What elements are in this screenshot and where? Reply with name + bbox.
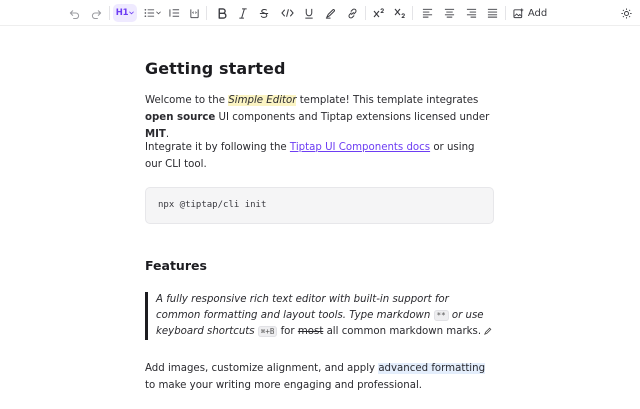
text: or use keyboard shortcuts <box>156 310 484 337</box>
heading-dropdown[interactable] <box>113 4 137 22</box>
align-justify-icon <box>487 8 498 18</box>
inline-code: ⌘+B <box>258 326 278 337</box>
add-image-button[interactable] <box>512 4 548 22</box>
sun-icon <box>621 8 632 19</box>
quote-text <box>156 292 494 340</box>
blockquote <box>145 292 494 340</box>
align-center-button[interactable] <box>441 4 457 22</box>
code-block-button[interactable] <box>186 4 202 22</box>
code-block: npx @tiptap/cli init <box>145 187 494 224</box>
add-image-label: Add <box>527 7 548 19</box>
italic-icon <box>238 8 248 19</box>
inline-code-button[interactable] <box>279 4 295 22</box>
toolbar-divider <box>412 6 413 20</box>
text: all common markdown marks. <box>323 326 485 337</box>
text: Welcome to the <box>145 95 229 106</box>
heading-level-label: H1 <box>115 8 129 18</box>
strikethrough-text: most <box>297 326 324 337</box>
text: or using our CLI tool. <box>145 142 475 170</box>
toolbar-divider <box>365 6 366 20</box>
toolbar-divider <box>109 6 110 20</box>
align-left-button[interactable] <box>419 4 435 22</box>
highlighter-icon <box>325 8 336 19</box>
subscript-button[interactable] <box>392 4 408 22</box>
subscript-icon <box>394 8 406 19</box>
chevron-down-icon <box>129 11 134 15</box>
redo-icon <box>91 8 102 19</box>
code-block-icon <box>189 8 200 19</box>
text: Integrate it by following the <box>145 142 290 153</box>
features-heading: Features <box>145 258 207 273</box>
toolbar-divider <box>206 6 207 20</box>
bold-text: MIT <box>145 129 166 140</box>
text: Add images, customize alignment, and apply <box>145 363 379 374</box>
bold-button[interactable] <box>214 4 230 22</box>
theme-toggle-button[interactable] <box>618 4 634 22</box>
inline-code: ** <box>434 310 449 321</box>
bold-text: open source <box>145 112 216 123</box>
text: A fully responsive rich text editor with built-in support for common formatting and layout tools. Type markdown <box>156 294 449 321</box>
intro-paragraph <box>145 92 494 143</box>
superscript-icon <box>373 8 385 18</box>
align-justify-button[interactable] <box>484 4 500 22</box>
highlighted-text: Simple Editor <box>228 95 297 106</box>
italic-button[interactable] <box>235 4 251 22</box>
align-right-button[interactable] <box>463 4 479 22</box>
superscript-button[interactable] <box>371 4 387 22</box>
strikethrough-button[interactable] <box>256 4 272 22</box>
code-icon <box>281 8 294 18</box>
underline-icon <box>304 8 314 19</box>
undo-icon <box>69 8 80 19</box>
bold-icon <box>217 8 227 19</box>
blockquote-button[interactable] <box>166 4 182 22</box>
undo-button[interactable] <box>66 4 82 22</box>
align-center-icon <box>444 8 455 18</box>
underline-button[interactable] <box>301 4 317 22</box>
strikethrough-icon <box>259 8 269 19</box>
editor-toolbar <box>0 0 640 26</box>
bullet-list-icon <box>144 8 155 18</box>
integrate-paragraph <box>145 139 494 173</box>
blockquote-icon <box>169 8 180 18</box>
align-left-icon <box>422 8 433 18</box>
align-right-icon <box>466 8 477 18</box>
toolbar-divider <box>505 6 506 20</box>
image-plus-icon <box>513 8 524 19</box>
text: for <box>277 326 298 337</box>
redo-button[interactable] <box>88 4 104 22</box>
text: template! This template integrates <box>296 95 479 106</box>
highlight-button[interactable] <box>322 4 338 22</box>
pencil-icon <box>484 327 492 335</box>
text: UI components and Tiptap extensions licensed under <box>215 112 490 123</box>
chevron-down-icon <box>156 11 161 15</box>
closing-paragraph <box>145 360 494 394</box>
docs-link[interactable]: Tiptap UI Components docs <box>289 142 431 153</box>
text: . <box>165 129 170 140</box>
link-icon <box>347 8 358 19</box>
highlighted-text: advanced formatting <box>378 363 486 374</box>
text: to make your writing more engaging and professional. <box>145 380 423 391</box>
document-title: Getting started <box>145 59 286 78</box>
list-dropdown[interactable] <box>141 4 163 22</box>
link-button[interactable] <box>344 4 360 22</box>
